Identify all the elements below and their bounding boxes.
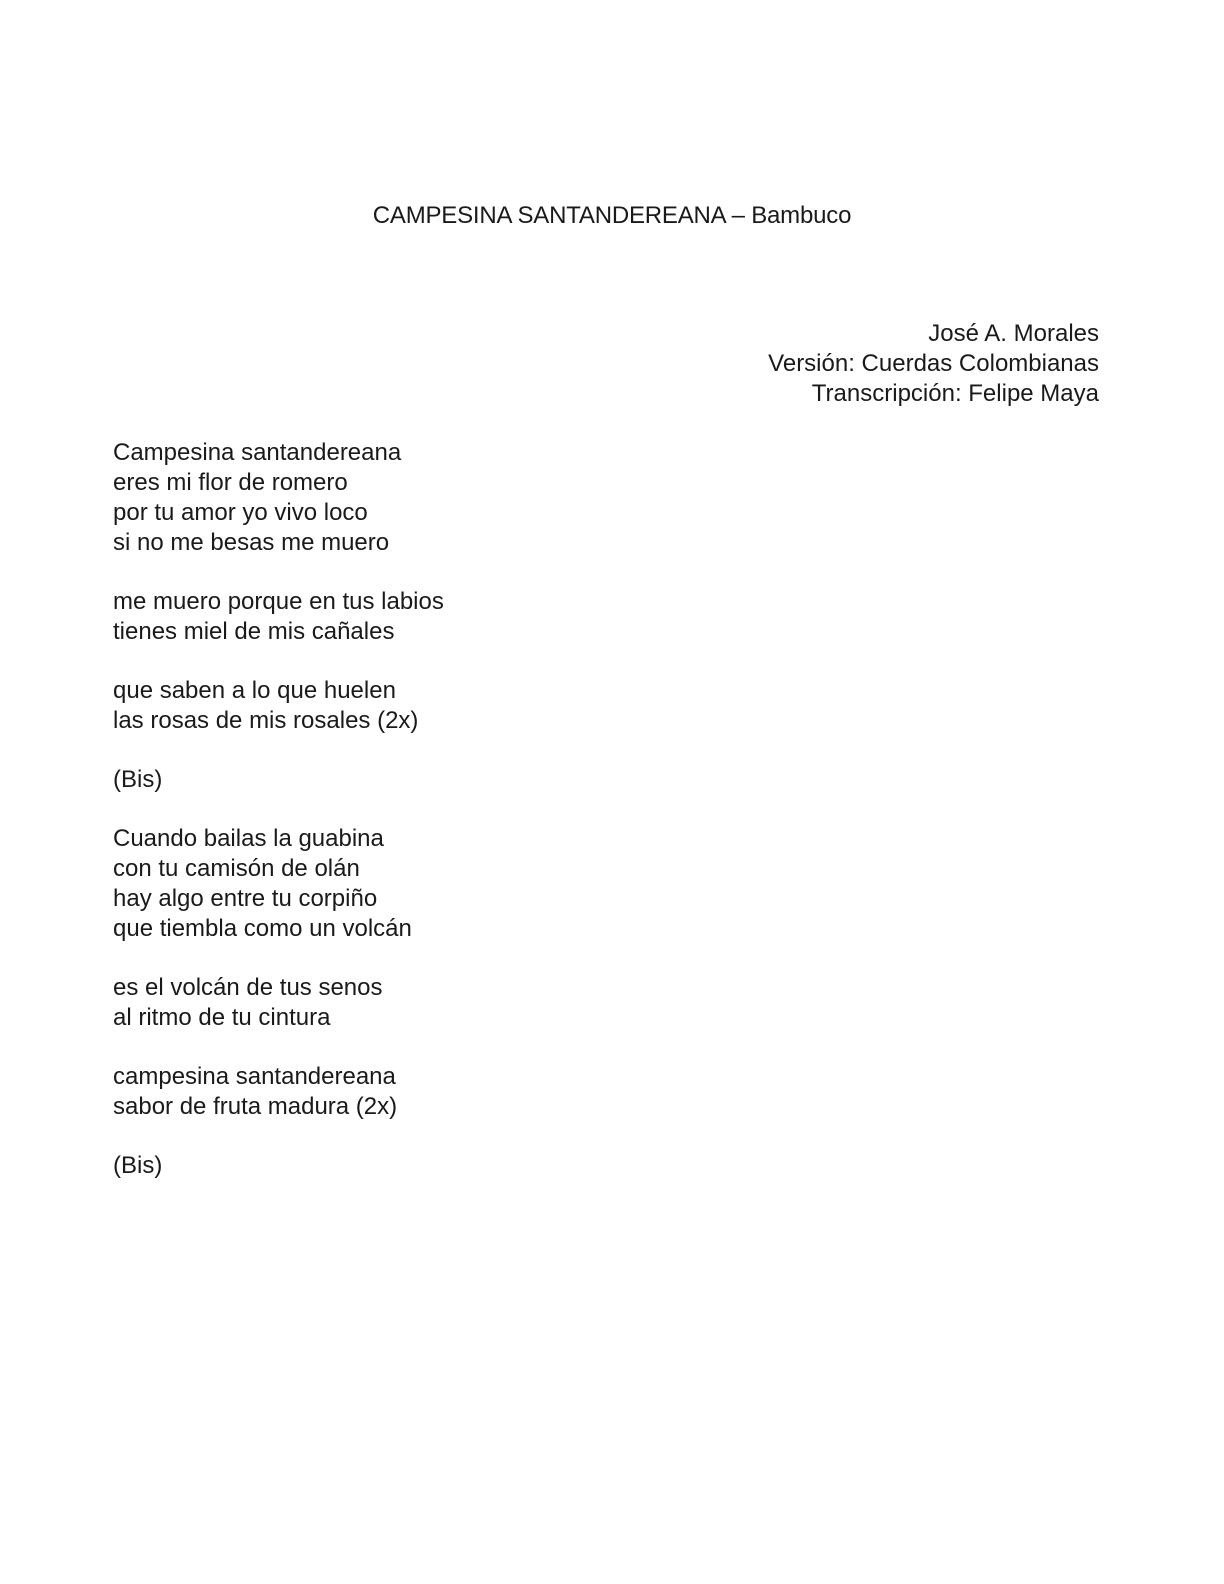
lyric-line: las rosas de mis rosales (2x)	[113, 707, 419, 734]
lyric-line: (Bis)	[113, 1152, 163, 1179]
lyric-line: hay algo entre tu corpiño	[113, 885, 378, 912]
stanza-4-bis	[113, 765, 444, 795]
lyric-line: tienes miel de mis cañales	[113, 618, 395, 645]
credits-block	[768, 319, 1099, 409]
lyric-line: que tiembla como un volcán	[113, 915, 412, 942]
lyric-line: que saben a lo que huelen	[113, 677, 396, 704]
lyric-line: eres mi flor de romero	[113, 469, 348, 496]
stanza-3	[113, 676, 444, 736]
lyric-line: campesina santandereana	[113, 1063, 396, 1090]
stanza-7	[113, 1062, 444, 1122]
composer-credit: José A. Morales	[928, 320, 1099, 347]
stanza-2	[113, 587, 444, 647]
stanza-6	[113, 973, 444, 1033]
lyric-line: Cuando bailas la guabina	[113, 825, 384, 852]
lyric-line: por tu amor yo vivo loco	[113, 499, 368, 526]
lyric-line: sabor de fruta madura (2x)	[113, 1093, 398, 1120]
stanza-5	[113, 824, 444, 944]
lyric-line: Campesina santandereana	[113, 439, 402, 466]
version-credit: Versión: Cuerdas Colombianas	[768, 350, 1099, 377]
lyric-line: si no me besas me muero	[113, 529, 390, 556]
stanza-8-bis	[113, 1151, 444, 1181]
transcription-credit: Transcripción: Felipe Maya	[811, 380, 1099, 407]
lyric-line: con tu camisón de olán	[113, 855, 360, 882]
lyric-line: es el volcán de tus senos	[113, 974, 383, 1001]
lyric-line: me muero porque en tus labios	[113, 588, 444, 615]
lyrics-body	[113, 438, 444, 1210]
lyric-line: (Bis)	[113, 766, 163, 793]
lyric-line: al ritmo de tu cintura	[113, 1004, 331, 1031]
song-title: CAMPESINA SANTANDEREANA – Bambuco	[372, 202, 852, 229]
stanza-1	[113, 438, 444, 558]
